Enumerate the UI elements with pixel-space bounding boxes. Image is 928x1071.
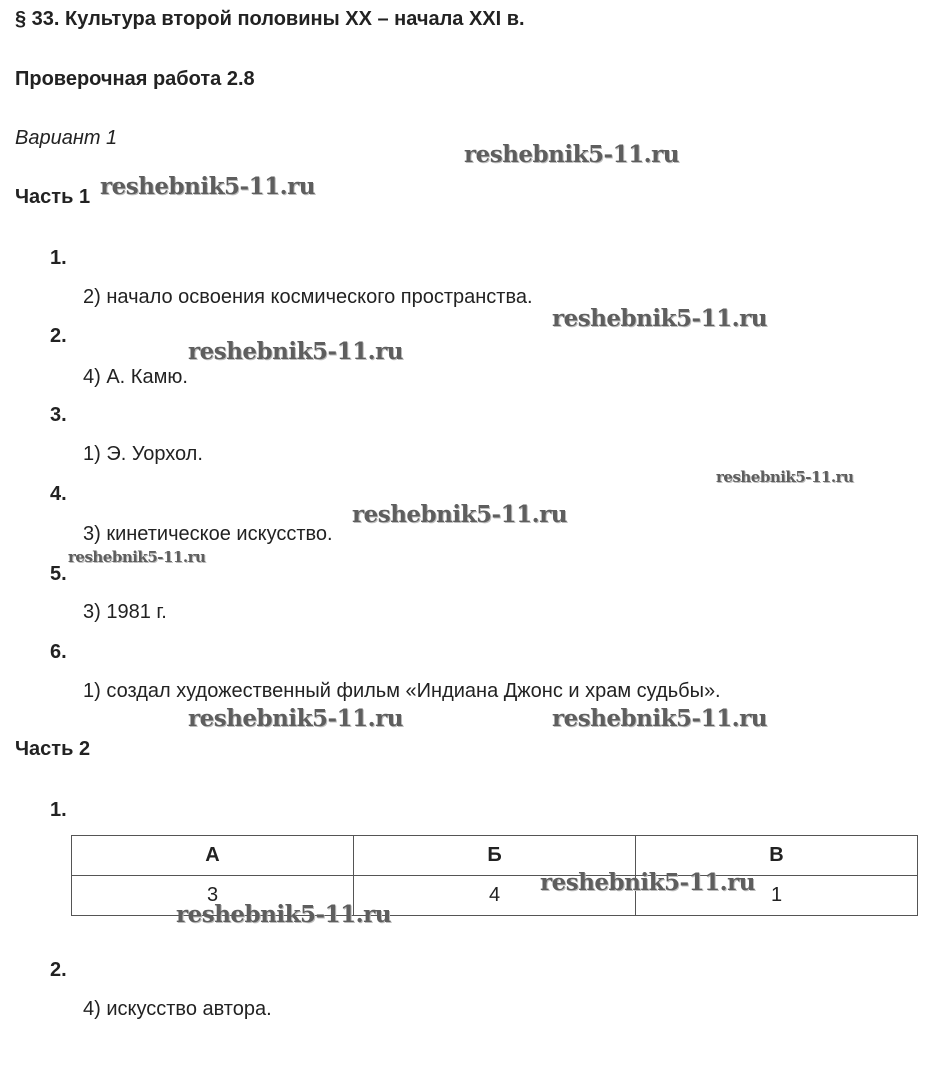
watermark-text: reshebnik5-11.ru <box>176 901 391 928</box>
watermark-text: reshebnik5-11.ru <box>540 869 755 896</box>
watermark-text: reshebnik5-11.ru <box>188 338 403 365</box>
watermark-text: reshebnik5-11.ru <box>188 705 403 732</box>
watermark-text: reshebnik5-11.ru <box>68 548 206 566</box>
test-title: Проверочная работа 2.8 <box>15 68 255 90</box>
question-answer: 4) искусство автора. <box>83 998 272 1020</box>
question-answer: 3) 1981 г. <box>83 601 167 623</box>
watermark-text: reshebnik5-11.ru <box>100 173 315 200</box>
question-number: 6. <box>50 641 67 663</box>
watermark-text: reshebnik5-11.ru <box>352 501 567 528</box>
table-header-cell: Б <box>354 836 636 876</box>
watermark-text: reshebnik5-11.ru <box>716 468 854 486</box>
table-header-row <box>72 836 918 876</box>
table-header-cell: В <box>636 836 918 876</box>
question-answer: 1) создал художественный фильм «Индиана Джонс и храм судьбы». <box>83 680 721 702</box>
variant-label: Вариант 1 <box>15 127 118 149</box>
table-cell: 3 <box>72 876 354 916</box>
table-cell: 4 <box>354 876 636 916</box>
question-answer: 2) начало освоения космического пространства. <box>83 286 533 308</box>
question-number: 1. <box>50 799 67 821</box>
question-number: 5. <box>50 563 67 585</box>
question-number: 3. <box>50 404 67 426</box>
question-number: 1. <box>50 247 67 269</box>
watermark-text: reshebnik5-11.ru <box>552 705 767 732</box>
table-cell: 1 <box>636 876 918 916</box>
question-number: 4. <box>50 483 67 505</box>
question-answer: 1) Э. Уорхол. <box>83 443 203 465</box>
table-header-cell: А <box>72 836 354 876</box>
question-number: 2. <box>50 325 67 347</box>
watermark-text: reshebnik5-11.ru <box>552 305 767 332</box>
page-title: § 33. Культура второй половины XX – начала XXI в. <box>15 8 525 30</box>
watermark-text: reshebnik5-11.ru <box>464 141 679 168</box>
question-answer: 4) А. Камю. <box>83 366 188 388</box>
question-answer: 3) кинетическое искусство. <box>83 523 333 545</box>
part-2-heading: Часть 2 <box>15 738 91 760</box>
part-1-heading: Часть 1 <box>15 186 91 208</box>
question-number: 2. <box>50 959 67 981</box>
